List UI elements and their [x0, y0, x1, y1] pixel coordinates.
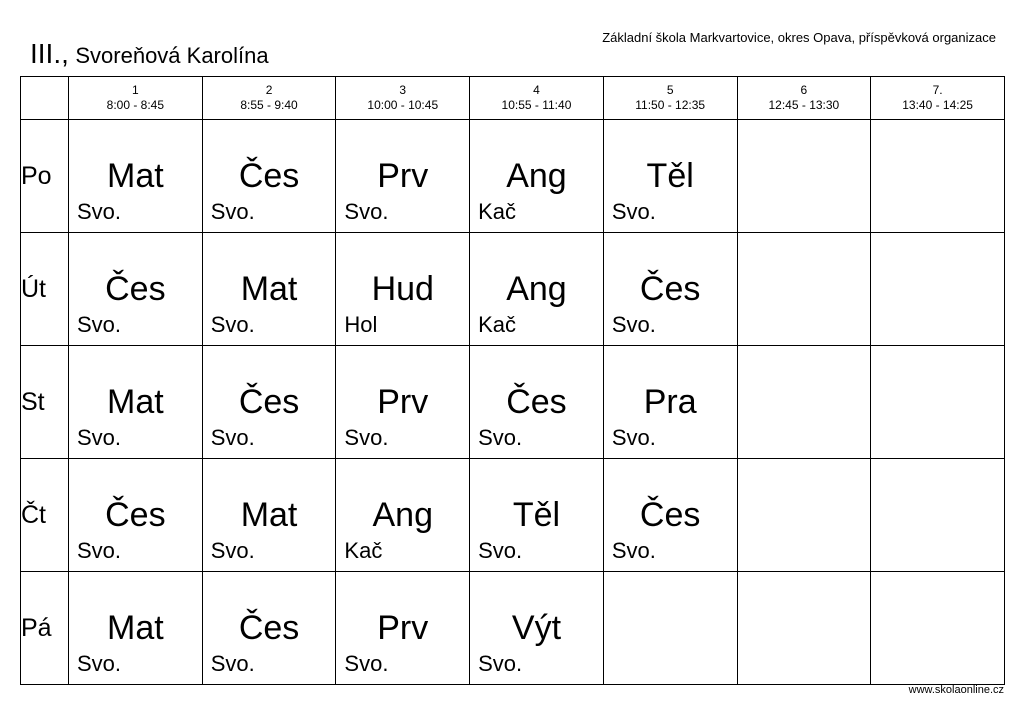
lesson-cell: [69, 120, 203, 233]
lesson-teacher: Kač: [478, 199, 517, 224]
lesson-subject: Čes: [105, 496, 166, 534]
day-name: Út: [21, 233, 69, 346]
student-name: Svoreňová Karolína: [75, 43, 269, 68]
lesson-teacher: Svo.: [478, 425, 523, 450]
lesson-teacher: Svo.: [210, 651, 255, 676]
lesson-cell: [871, 572, 1005, 685]
period-time: 12:45 - 13:30: [768, 98, 840, 112]
period-header: [871, 77, 1005, 120]
day-row: [21, 572, 1005, 685]
period-number: 5: [666, 83, 674, 97]
period-number: 6: [800, 83, 808, 97]
lesson-subject: Mat: [107, 383, 164, 421]
day-name: Po: [21, 120, 69, 233]
lesson-teacher: Hol: [344, 312, 378, 337]
lesson-subject: Ang: [506, 270, 567, 308]
lesson-cell: [69, 572, 203, 685]
lesson-teacher: Svo.: [77, 199, 122, 224]
lesson-cell: [603, 572, 737, 685]
lesson-cell: [737, 233, 871, 346]
period-header-row: [21, 77, 1005, 120]
lesson-cell: [470, 120, 604, 233]
period-time: 8:00 - 8:45: [106, 98, 165, 112]
lesson-cell: [470, 572, 604, 685]
period-number: 3: [399, 83, 407, 97]
lesson-subject: Hud: [371, 270, 434, 308]
lesson-cell: [871, 459, 1005, 572]
class-label: III.,: [30, 38, 69, 69]
lesson-subject: Mat: [240, 270, 298, 308]
lesson-cell: [69, 459, 203, 572]
day-name: Čt: [21, 459, 69, 572]
lesson-subject: Čes: [238, 157, 300, 195]
day-row: [21, 120, 1005, 233]
lesson-cell: [202, 120, 336, 233]
lesson-subject: Prv: [377, 383, 429, 421]
lesson-cell: [603, 459, 737, 572]
lesson-cell: [336, 346, 470, 459]
day-row: [21, 346, 1005, 459]
day-row: [21, 459, 1005, 572]
lesson-subject: Čes: [238, 383, 300, 421]
lesson-teacher: Svo.: [210, 312, 255, 337]
lesson-teacher: Svo.: [344, 651, 389, 676]
lesson-subject: Prv: [377, 157, 429, 195]
period-header: [470, 77, 604, 120]
lesson-subject: Čes: [639, 270, 701, 308]
lesson-cell: [871, 233, 1005, 346]
lesson-subject: Pra: [643, 383, 697, 421]
page-title: [30, 38, 269, 70]
lesson-subject: Ang: [372, 496, 433, 534]
lesson-teacher: Svo.: [344, 425, 389, 450]
corner-cell: [21, 77, 69, 120]
period-header: [336, 77, 470, 120]
lesson-teacher: Svo.: [611, 312, 656, 337]
lesson-subject: Mat: [107, 609, 164, 647]
period-number: 1: [132, 83, 139, 97]
period-number: 2: [265, 83, 273, 97]
period-time: 10:00 - 10:45: [367, 98, 439, 112]
day-row: [21, 233, 1005, 346]
lesson-teacher: Svo.: [77, 538, 122, 563]
lesson-cell: [603, 233, 737, 346]
lesson-cell: [737, 346, 871, 459]
lesson-subject: Mat: [107, 157, 164, 195]
day-name: St: [21, 346, 69, 459]
lesson-teacher: Svo.: [611, 199, 656, 224]
lesson-teacher: Svo.: [611, 425, 656, 450]
lesson-cell: [470, 459, 604, 572]
lesson-subject: Mat: [240, 496, 298, 534]
lesson-cell: [737, 120, 871, 233]
lesson-cell: [69, 233, 203, 346]
period-header: [69, 77, 203, 120]
lesson-subject: Čes: [105, 270, 166, 308]
lesson-cell: [871, 346, 1005, 459]
lesson-subject: Těl: [512, 496, 561, 534]
timetable: [20, 76, 1005, 685]
lesson-cell: [202, 233, 336, 346]
lesson-subject: Výt: [511, 609, 562, 647]
lesson-cell: [202, 346, 336, 459]
lesson-cell: [336, 572, 470, 685]
lesson-cell: [737, 459, 871, 572]
lesson-teacher: Svo.: [77, 312, 122, 337]
period-time: 13:40 - 14:25: [902, 98, 973, 112]
day-name: Pá: [21, 572, 69, 685]
lesson-teacher: Svo.: [210, 538, 255, 563]
lesson-cell: [202, 572, 336, 685]
lesson-teacher: Svo.: [77, 651, 122, 676]
lesson-cell: [202, 459, 336, 572]
lesson-cell: [737, 572, 871, 685]
lesson-cell: [871, 120, 1005, 233]
lesson-subject: Prv: [377, 609, 429, 647]
lesson-cell: [336, 459, 470, 572]
lesson-teacher: Svo.: [478, 651, 523, 676]
period-time: 8:55 - 9:40: [240, 98, 298, 112]
lesson-cell: [603, 346, 737, 459]
period-number: 4: [533, 83, 540, 97]
school-name: Základní škola Markvartovice, okres Opava, příspěvková organizace: [602, 30, 996, 45]
lesson-subject: Těl: [646, 157, 694, 195]
lesson-subject: Ang: [506, 157, 567, 195]
lesson-subject: Čes: [506, 383, 567, 421]
lesson-cell: [336, 120, 470, 233]
lesson-teacher: Kač: [478, 312, 517, 337]
lesson-teacher: Svo.: [77, 425, 122, 450]
period-time: 11:50 - 12:35: [635, 98, 706, 112]
lesson-subject: Čes: [238, 609, 300, 647]
lesson-teacher: Svo.: [210, 199, 255, 224]
period-number: 7.: [932, 83, 943, 97]
lesson-teacher: Svo.: [611, 538, 656, 563]
lesson-subject: Čes: [639, 496, 701, 534]
lesson-cell: [336, 233, 470, 346]
lesson-cell: [470, 233, 604, 346]
lesson-teacher: Svo.: [210, 425, 255, 450]
lesson-cell: [603, 120, 737, 233]
period-time: 10:55 - 11:40: [501, 98, 572, 112]
period-header: [603, 77, 737, 120]
lesson-teacher: Kač: [344, 538, 383, 563]
lesson-cell: [69, 346, 203, 459]
period-header: [737, 77, 871, 120]
lesson-teacher: Svo.: [344, 199, 389, 224]
period-header: [202, 77, 336, 120]
lesson-cell: [470, 346, 604, 459]
footer-website: www.skolaonline.cz: [908, 684, 1004, 696]
lesson-teacher: Svo.: [478, 538, 523, 563]
